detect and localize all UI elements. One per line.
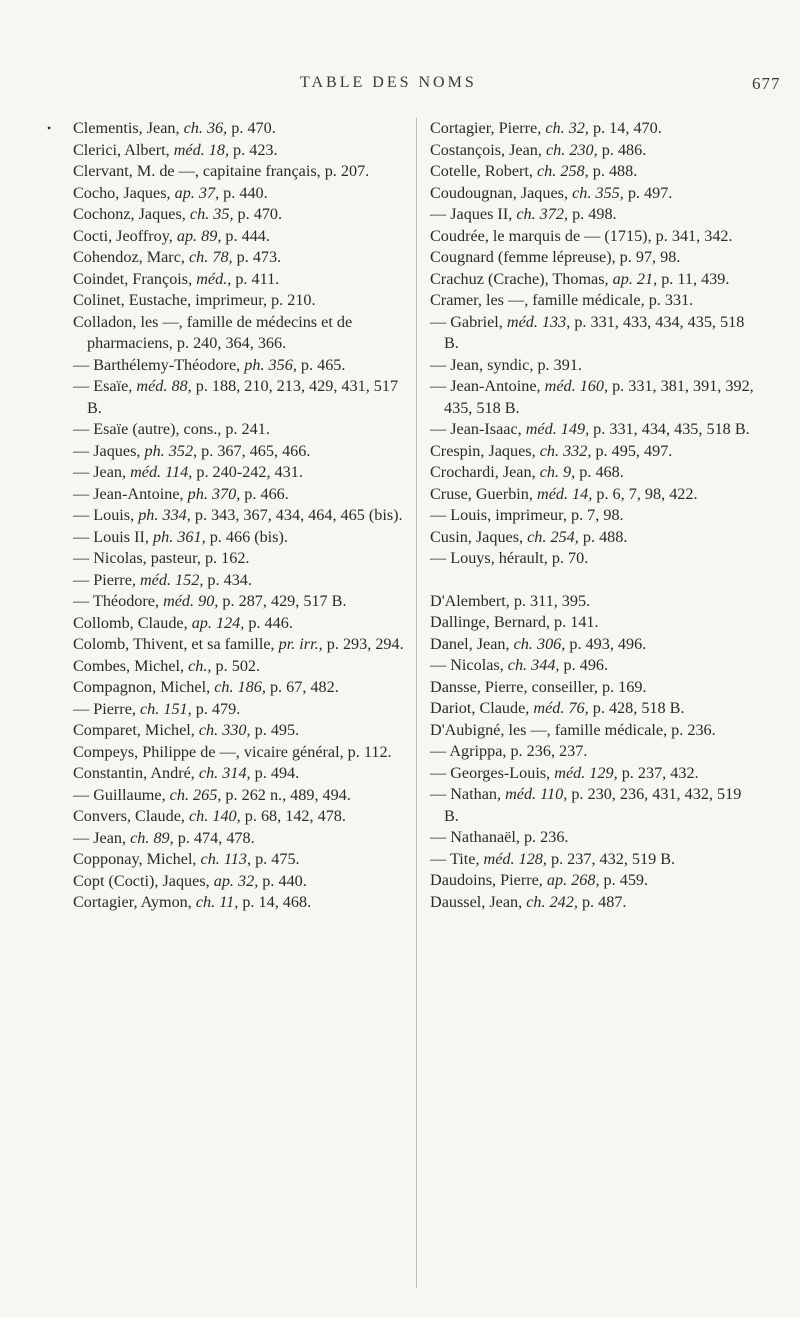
entry-name: — Jaques, bbox=[73, 441, 141, 460]
entry-reference: ch. 78, bbox=[188, 248, 233, 266]
entry-pages: p. 495, 497. bbox=[595, 441, 673, 460]
index-entry bbox=[430, 505, 760, 527]
index-entry bbox=[73, 462, 411, 484]
entry-name: — Théodore, bbox=[73, 592, 160, 610]
entry-name: — Jean, syndic, p. 391. bbox=[430, 355, 582, 374]
index-entry bbox=[73, 527, 411, 549]
entry-reference: ch. 35, bbox=[189, 205, 234, 223]
index-entry bbox=[73, 355, 411, 377]
index-entry bbox=[73, 226, 411, 248]
entry-name: — Louis, bbox=[73, 506, 135, 524]
entry-name: Compagnon, Michel, bbox=[73, 678, 211, 696]
index-entry bbox=[430, 312, 760, 355]
index-entry bbox=[430, 720, 760, 742]
entry-name: Cocho, Jaques, bbox=[73, 183, 171, 202]
entry-name: Copt (Cocti), Jaques, bbox=[73, 871, 210, 890]
index-entry bbox=[73, 441, 411, 463]
entry-reference: méd. 110, bbox=[505, 785, 568, 803]
entry-name: Dariot, Claude, bbox=[430, 699, 530, 717]
entry-name: — Nathanaël, p. 236. bbox=[430, 828, 569, 846]
entry-pages: p. 262 n., 489, 494. bbox=[225, 785, 351, 804]
entry-pages: p. 293, 294. bbox=[326, 635, 404, 653]
entry-reference: ch. 186, bbox=[214, 678, 266, 696]
index-entry bbox=[430, 118, 760, 140]
index-entry bbox=[73, 505, 411, 527]
entry-name: Crachuz (Crache), Thomas, bbox=[430, 269, 609, 288]
entry-reference: ch., bbox=[188, 656, 212, 675]
entry-pages: p. 446. bbox=[248, 613, 293, 632]
entry-pages: p. 331, 381, 391, 392, 435, 518 B. bbox=[444, 377, 754, 417]
entry-pages: p. 367, 465, 466. bbox=[201, 441, 311, 460]
entry-name: — Agrippa, p. 236, 237. bbox=[430, 742, 588, 760]
entry-name: — Esaïe, bbox=[73, 377, 133, 395]
index-entry bbox=[430, 741, 760, 763]
entry-name: — Pierre, bbox=[73, 570, 136, 589]
entry-name: — Pierre, bbox=[73, 699, 136, 718]
index-entry bbox=[73, 591, 411, 613]
entry-name: Daussel, Jean, bbox=[430, 892, 523, 911]
entry-reference: ch. 36, bbox=[183, 119, 228, 137]
entry-reference: méd. 90, bbox=[163, 592, 219, 610]
entry-name: — Nicolas, pasteur, p. 162. bbox=[73, 549, 250, 567]
entry-reference: ph. 352, bbox=[144, 441, 198, 460]
index-entry bbox=[73, 720, 411, 742]
index-entry bbox=[73, 828, 411, 850]
entry-reference: ch. 242, bbox=[526, 892, 578, 911]
index-entry bbox=[430, 355, 760, 377]
entry-name: Cortagier, Aymon, bbox=[73, 893, 192, 911]
index-entry bbox=[430, 677, 760, 699]
entry-name: — Louis, imprimeur, p. 7, 98. bbox=[430, 506, 624, 524]
entry-reference: ch. 265, bbox=[169, 785, 222, 804]
entry-name: — Nathan, bbox=[430, 785, 502, 803]
index-entry bbox=[73, 656, 411, 678]
index-entry bbox=[73, 161, 411, 183]
entry-reference: ap. 124, bbox=[191, 613, 245, 632]
entry-pages: p. 497. bbox=[627, 183, 673, 202]
entry-name: Coudougnan, Jaques, bbox=[430, 183, 569, 202]
entry-name: — Jean-Isaac, bbox=[430, 420, 522, 438]
index-entry bbox=[73, 634, 411, 656]
entry-reference: ch. 258, bbox=[537, 162, 589, 180]
index-entry bbox=[430, 290, 760, 312]
entry-reference: ap. 89, bbox=[176, 226, 222, 245]
index-entry bbox=[73, 871, 411, 893]
column-divider bbox=[416, 118, 417, 1288]
index-entry bbox=[73, 140, 411, 162]
entry-reference: ch. 113, bbox=[200, 850, 252, 868]
entry-pages: p. 331, 433, 434, 435, 518 B. bbox=[444, 312, 745, 352]
entry-pages: p. 459. bbox=[603, 871, 649, 889]
entry-reference: ch. 89, bbox=[130, 828, 174, 847]
index-entry bbox=[430, 784, 760, 827]
entry-name: — Barthélemy-Théodore, bbox=[73, 355, 241, 374]
entry-name: Cotelle, Robert, bbox=[430, 162, 533, 180]
entry-pages: p. 188, 210, 213, 429, 431, 517 B. bbox=[87, 377, 399, 417]
entry-name: — Louis II, bbox=[73, 527, 149, 546]
entry-name: Compeys, Philippe de —, vicaire général, p. 112. bbox=[73, 742, 392, 761]
entry-reference: ph. 334, bbox=[138, 506, 191, 524]
entry-reference: ch. 254, bbox=[527, 527, 579, 546]
entry-pages: p. 468. bbox=[579, 463, 624, 481]
entry-pages: p. 11, 439. bbox=[661, 269, 730, 288]
entry-reference: méd. 18, bbox=[173, 140, 229, 159]
entry-name: D'Alembert, p. 311, 395. bbox=[430, 591, 591, 610]
entry-name: Coindet, François, bbox=[73, 269, 193, 288]
index-entry bbox=[73, 806, 411, 828]
running-title: TABLE DES NOMS bbox=[300, 74, 477, 91]
entry-name: Dallinge, Bernard, p. 141. bbox=[430, 613, 599, 631]
entry-reference: ch. 9, bbox=[539, 463, 576, 481]
index-entry bbox=[430, 892, 760, 914]
index-entry bbox=[430, 419, 760, 441]
entry-pages: p. 479. bbox=[195, 699, 241, 718]
entry-reference: méd. 128, bbox=[483, 849, 547, 868]
entry-name: — Jean-Antoine, bbox=[73, 484, 184, 503]
entry-name: Combes, Michel, bbox=[73, 656, 185, 675]
entry-reference: ch. 314, bbox=[198, 764, 251, 782]
entry-reference: ch. 372, bbox=[516, 205, 569, 223]
entry-pages: p. 287, 429, 517 B. bbox=[222, 592, 347, 610]
entry-reference: ch. 230, bbox=[546, 140, 598, 159]
index-entry bbox=[430, 462, 760, 484]
index-entry bbox=[430, 204, 760, 226]
entry-reference: méd. 14, bbox=[537, 484, 593, 503]
entry-name: Clerici, Albert, bbox=[73, 140, 170, 159]
index-entry bbox=[73, 548, 411, 570]
entry-pages: p. 331, 434, 435, 518 B. bbox=[593, 420, 750, 438]
entry-pages: p. 343, 367, 434, 464, 465 (bis). bbox=[194, 506, 403, 524]
index-entry bbox=[430, 763, 760, 785]
entry-pages: p. 470. bbox=[231, 119, 276, 137]
index-entry bbox=[430, 591, 760, 613]
index-entry: • Clementis, Jean, ch. 36, p. 470. bbox=[47, 119, 276, 137]
index-entry bbox=[430, 849, 760, 871]
index-entry bbox=[430, 376, 760, 419]
entry-reference: ph. 356, bbox=[244, 355, 297, 374]
entry-pages: p. 434. bbox=[207, 570, 252, 589]
entry-name: Cusin, Jaques, bbox=[430, 527, 524, 546]
entry-name: — Jean-Antoine, bbox=[430, 377, 541, 395]
entry-pages: p. 466 (bis). bbox=[209, 527, 288, 546]
index-entry bbox=[430, 527, 760, 549]
index-entry bbox=[73, 785, 411, 807]
entry-name: Coudrée, le marquis de — (1715), p. 341, 342. bbox=[430, 226, 733, 245]
entry-reference: ph. 361, bbox=[153, 527, 206, 546]
index-entry bbox=[73, 312, 411, 355]
index-entry bbox=[73, 613, 411, 635]
entry-reference: méd. 152, bbox=[139, 570, 204, 589]
entry-name: Colomb, Thivent, et sa famille, bbox=[73, 635, 275, 653]
entry-pages: p. 465. bbox=[300, 355, 346, 374]
index-entry bbox=[430, 634, 760, 656]
entry-name: Copponay, Michel, bbox=[73, 850, 197, 868]
entry-pages: p. 498. bbox=[572, 205, 617, 223]
index-entry bbox=[430, 698, 760, 720]
index-entry bbox=[73, 742, 411, 764]
entry-pages: p. 240-242, 431. bbox=[196, 463, 303, 481]
index-entry bbox=[430, 548, 760, 570]
index-entry bbox=[430, 612, 760, 634]
entry-name: Cohendoz, Marc, bbox=[73, 248, 185, 266]
entry-name: — Guillaume, bbox=[73, 785, 166, 804]
entry-reference: méd. 149, bbox=[525, 420, 590, 438]
entry-name: — Jean, bbox=[73, 828, 127, 847]
entry-name: — Tite, bbox=[430, 849, 480, 868]
entry-reference: ch. 330, bbox=[198, 721, 251, 739]
entry-name: — Louys, hérault, p. 70. bbox=[430, 549, 589, 567]
entry-reference: méd. 76, bbox=[533, 699, 589, 717]
entry-name: — Jean, bbox=[73, 463, 127, 481]
index-entry bbox=[430, 183, 760, 205]
entry-name: Cougnard (femme lépreuse), p. 97, 98. bbox=[430, 248, 681, 266]
index-entry bbox=[430, 226, 760, 248]
index-entry bbox=[73, 183, 411, 205]
entry-pages: p. 494. bbox=[254, 764, 300, 782]
entry-reference: ch. 306, bbox=[513, 634, 566, 653]
index-entry bbox=[73, 290, 411, 312]
entry-name: Danel, Jean, bbox=[430, 634, 510, 653]
index-entry bbox=[73, 677, 411, 699]
index-entry bbox=[430, 161, 760, 183]
entry-reference: ch. 332, bbox=[539, 441, 592, 460]
index-entry bbox=[430, 655, 760, 677]
entry-name: Cochonz, Jaques, bbox=[73, 205, 186, 223]
entry-reference: pr. irr., bbox=[278, 635, 323, 653]
index-entry bbox=[430, 140, 760, 162]
entry-reference: méd. 133, bbox=[506, 312, 571, 331]
entry-name: Costançois, Jean, bbox=[430, 140, 542, 159]
index-column-right bbox=[430, 118, 760, 913]
index-entry bbox=[73, 269, 411, 291]
entry-name: — Esaïe (autre), cons., p. 241. bbox=[73, 420, 270, 438]
entry-name: — Nicolas, bbox=[430, 656, 504, 674]
entry-pages: p. 411. bbox=[235, 269, 280, 288]
entry-pages: p. 466. bbox=[244, 484, 289, 503]
index-column-left bbox=[47, 118, 411, 914]
entry-reference: ap. 268, bbox=[546, 871, 600, 889]
index-entry bbox=[430, 441, 760, 463]
entry-name: Collomb, Claude, bbox=[73, 613, 188, 632]
index-entry bbox=[73, 849, 411, 871]
entry-pages: p. 473. bbox=[236, 248, 282, 266]
entry-reference: ap. 21, bbox=[612, 269, 658, 288]
entry-pages: p. 487. bbox=[581, 892, 627, 911]
entry-name: Cocti, Jeoffroy, bbox=[73, 226, 173, 245]
entry-reference: ph. 370, bbox=[187, 484, 241, 503]
entry-pages: p. 68, 142, 478. bbox=[244, 807, 346, 825]
index-entry bbox=[430, 870, 760, 892]
entry-name: Colinet, Eustache, imprimeur, p. 210. bbox=[73, 291, 316, 309]
index-entry bbox=[73, 204, 411, 226]
entry-name: Cruse, Guerbin, bbox=[430, 484, 533, 503]
entry-pages: p. 423. bbox=[233, 140, 278, 159]
index-entry bbox=[73, 570, 411, 592]
entry-name: Clervant, M. de —, capitaine français, p. 207. bbox=[73, 162, 370, 180]
entry-pages: p. 496. bbox=[563, 656, 609, 674]
entry-reference: méd. 88, bbox=[136, 377, 192, 395]
index-entry bbox=[73, 419, 411, 441]
entry-pages: p. 486. bbox=[601, 140, 647, 159]
entry-reference: ch. 32, bbox=[545, 119, 589, 137]
entry-reference: méd. 160, bbox=[544, 377, 609, 395]
entry-reference: méd., bbox=[196, 269, 232, 288]
entry-pages: p. 6, 7, 98, 422. bbox=[596, 484, 698, 503]
entry-name: — Gabriel, bbox=[430, 312, 503, 331]
entry-name: Constantin, André, bbox=[73, 764, 195, 782]
entry-pages: p. 237, 432. bbox=[621, 763, 699, 782]
entry-reference: ap. 32, bbox=[213, 871, 259, 890]
entry-pages: p. 495. bbox=[254, 721, 300, 739]
entry-name: — Georges-Louis, bbox=[430, 763, 551, 782]
entry-reference: méd. 129, bbox=[554, 763, 618, 782]
entry-name: Comparet, Michel, bbox=[73, 721, 195, 739]
page-number: 677 bbox=[752, 74, 781, 93]
entry-pages: p. 488. bbox=[592, 162, 638, 180]
index-entry bbox=[73, 892, 411, 914]
index-entry bbox=[430, 827, 760, 849]
entry-pages: p. 475. bbox=[255, 850, 300, 868]
entry-name: Cortagier, Pierre, bbox=[430, 119, 542, 137]
entry-name: Dansse, Pierre, conseiller, p. 169. bbox=[430, 677, 647, 696]
index-entry bbox=[73, 484, 411, 506]
index-entry bbox=[73, 247, 411, 269]
entry-name: Convers, Claude, bbox=[73, 807, 185, 825]
entry-pages: p. 14, 470. bbox=[592, 119, 662, 137]
entry-name: Clementis, Jean, bbox=[73, 119, 180, 137]
index-entry bbox=[73, 763, 411, 785]
entry-reference: ap. 37, bbox=[174, 183, 220, 202]
entry-pages: p. 67, 482. bbox=[269, 678, 339, 696]
entry-reference: méd. 114, bbox=[130, 463, 193, 481]
index-entry bbox=[430, 484, 760, 506]
entry-reference: ch. 151, bbox=[139, 699, 192, 718]
entry-reference: ch. 344, bbox=[507, 656, 560, 674]
entry-pages: p. 14, 468. bbox=[242, 893, 312, 911]
entry-reference: ch. 355, bbox=[572, 183, 624, 202]
entry-name: Crespin, Jaques, bbox=[430, 441, 536, 460]
index-entry bbox=[73, 376, 411, 419]
entry-pages: p. 428, 518 B. bbox=[592, 699, 685, 717]
index-entry bbox=[430, 269, 760, 291]
entry-name: Crochardi, Jean, bbox=[430, 463, 536, 481]
entry-pages: p. 502. bbox=[215, 656, 261, 675]
index-entry bbox=[73, 699, 411, 721]
entry-pages: p. 230, 236, 431, 432, 519 B. bbox=[444, 785, 742, 825]
entry-name: — Jaques II, bbox=[430, 205, 513, 223]
entry-pages: p. 474, 478. bbox=[177, 828, 255, 847]
index-entry bbox=[430, 247, 760, 269]
entry-pages: p. 444. bbox=[225, 226, 270, 245]
entry-pages: p. 488. bbox=[582, 527, 628, 546]
page-header bbox=[0, 74, 800, 104]
entry-name: Colladon, les —, famille de médecins et de pharmaciens, p. 240, 364, 366. bbox=[73, 312, 353, 352]
entry-pages: p. 470. bbox=[237, 205, 283, 223]
entry-name: Daudoins, Pierre, bbox=[430, 871, 543, 889]
entry-pages: p. 493, 496. bbox=[569, 634, 647, 653]
entry-reference: ch. 11, bbox=[195, 893, 239, 911]
entry-pages: p. 237, 432, 519 B. bbox=[550, 849, 676, 868]
entry-name: D'Aubigné, les —, famille médicale, p. 236. bbox=[430, 720, 716, 739]
entry-name: Cramer, les —, famille médicale, p. 331. bbox=[430, 291, 694, 309]
entry-pages: p. 440. bbox=[223, 183, 268, 202]
entry-reference: ch. 140, bbox=[189, 807, 241, 825]
entry-pages: p. 440. bbox=[262, 871, 307, 890]
